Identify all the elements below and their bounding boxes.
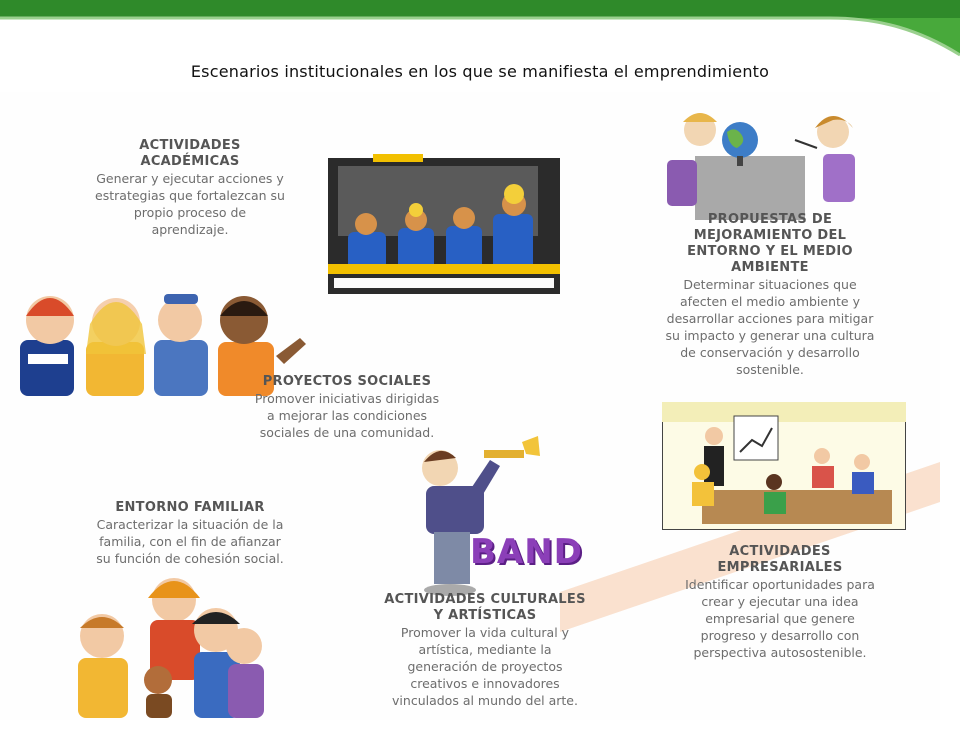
family-description: familia, con el fin de afianzar	[99, 534, 281, 549]
business-meeting-illustration	[662, 402, 906, 530]
social-description: Promover iniciativas dirigidas	[254, 391, 440, 406]
environment-heading: PROPUESTAS DE	[707, 212, 833, 227]
trumpet-player-illustration	[410, 432, 570, 602]
business-heading: EMPRESARIALES	[717, 560, 843, 575]
academic-heading: ACADÉMICAS	[140, 154, 240, 169]
environment-description: afecten el medio ambiente y	[680, 294, 860, 309]
family-description: su función de cohesión social.	[96, 551, 284, 566]
slide-title: Escenarios institucionales en los que se manifiesta el emprendimiento	[190, 62, 770, 81]
academic-description: aprendizaje.	[151, 222, 229, 237]
business-description: Identificar oportunidades para	[685, 577, 875, 592]
business-description: empresarial que genere	[705, 611, 855, 626]
cultural-activities-block	[345, 592, 625, 709]
infographic-panel	[0, 92, 940, 720]
family-illustration	[66, 570, 280, 718]
academic-description: estrategias que fortalezcan su	[95, 188, 285, 203]
family-description: Caracterizar la situación de la	[96, 517, 284, 532]
environment-illustration	[655, 110, 885, 220]
business-activities-block	[640, 544, 920, 661]
family-heading: ENTORNO FAMILIAR	[115, 500, 265, 515]
header-decoration	[0, 0, 960, 60]
environment-description: Determinar situaciones que	[683, 277, 857, 292]
environment-heading: MEJORAMIENTO DEL	[693, 228, 847, 243]
cultural-heading: ACTIVIDADES CULTURALES	[384, 592, 586, 607]
cultural-description: Promover la vida cultural y	[400, 625, 570, 640]
social-description: sociales de una comunidad.	[259, 425, 435, 440]
environment-description: desarrollar acciones para mitigar	[666, 311, 874, 326]
environment-description: de conservación y desarrollo	[680, 345, 860, 360]
cultural-heading: Y ARTÍSTICAS	[433, 608, 537, 623]
academic-activities-block	[55, 138, 325, 238]
environment-heading: AMBIENTE	[731, 260, 809, 275]
cultural-description: creativos e innovadores	[410, 676, 560, 691]
family-environment-block	[55, 500, 325, 567]
business-description: crear y ejecutar una idea	[701, 594, 859, 609]
band-logo: BAND	[470, 532, 583, 572]
social-heading: PROYECTOS SOCIALES	[262, 374, 432, 389]
environment-heading: ENTORNO Y EL MEDIO	[687, 244, 853, 259]
social-projects-block	[212, 374, 482, 441]
environment-proposals-block	[625, 212, 915, 378]
academic-description: propio proceso de	[133, 205, 247, 220]
business-description: progreso y desarrollo con	[700, 628, 860, 643]
cultural-description: generación de proyectos	[407, 659, 563, 674]
social-description: a mejorar las condiciones	[266, 408, 428, 423]
classroom-illustration	[328, 154, 560, 294]
cultural-description: artística, mediante la	[418, 642, 552, 657]
cultural-description: vinculados al mundo del arte.	[392, 693, 578, 708]
academic-description: Generar y ejecutar acciones y	[96, 171, 284, 186]
business-description: perspectiva autosostenible.	[693, 645, 867, 660]
environment-description: su impacto y generar una cultura	[665, 328, 875, 343]
business-heading: ACTIVIDADES	[729, 544, 831, 559]
academic-heading: ACTIVIDADES	[139, 138, 241, 153]
environment-description: sostenible.	[736, 362, 804, 377]
